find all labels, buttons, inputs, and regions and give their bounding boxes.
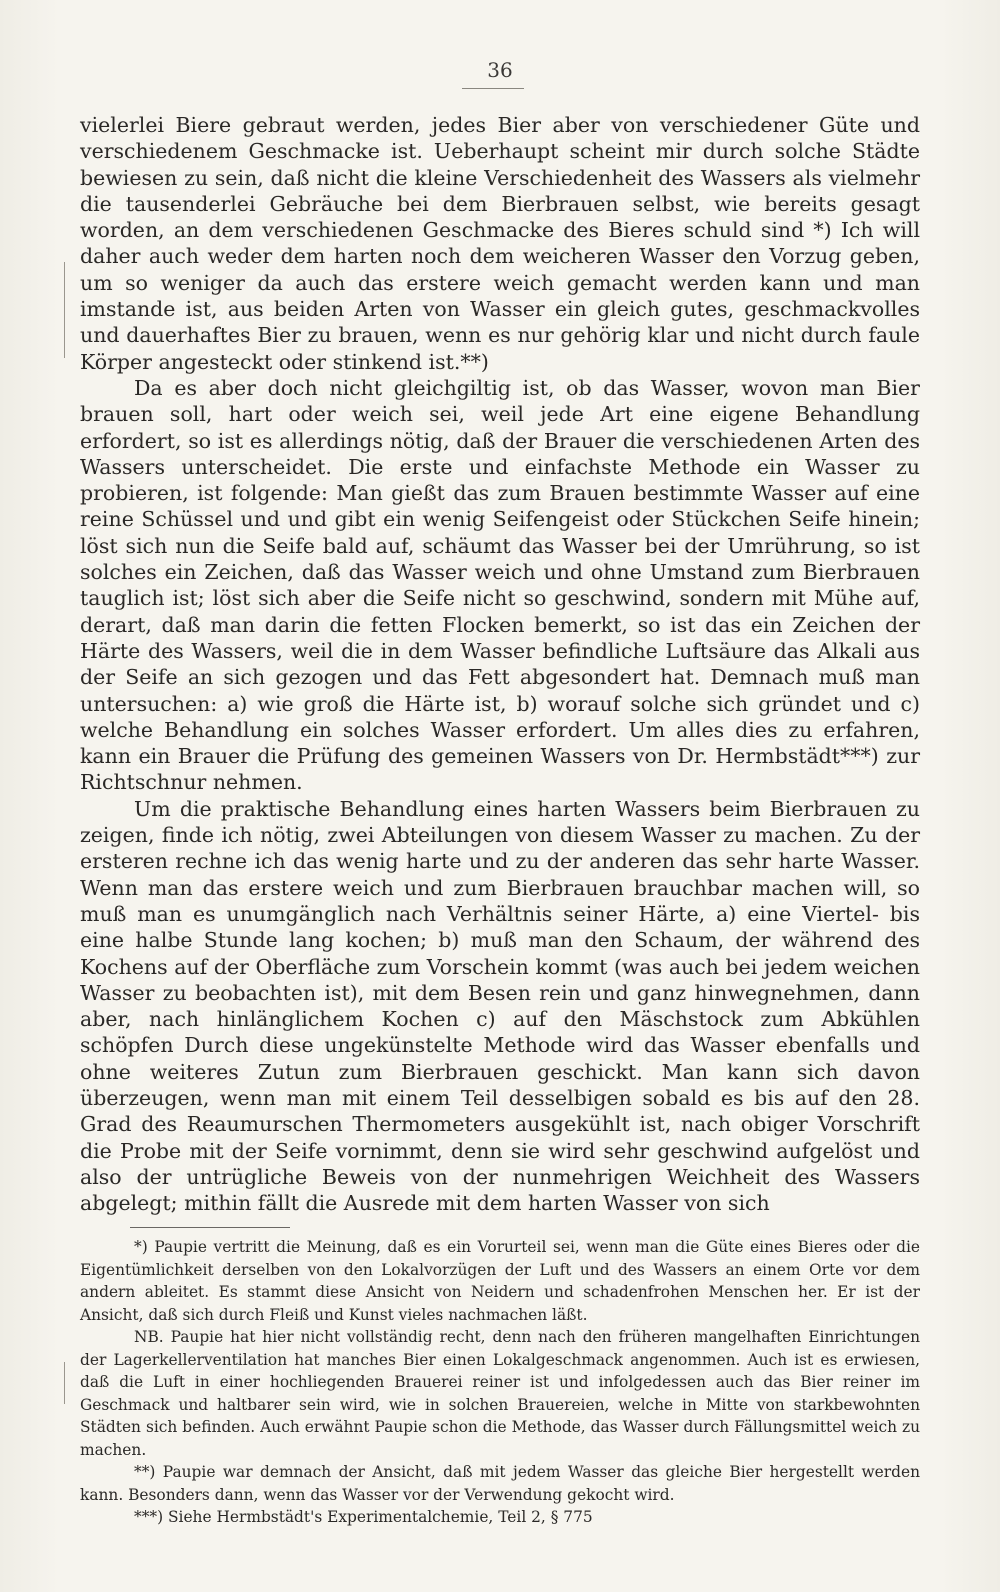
page-number: 36 <box>487 58 513 82</box>
body-paragraph: Da es aber doch nicht gleichgiltig ist, ob das Wasser, wovon man Bier brauen soll, hart oder weich sei, weil jede Art eine eigene Behandlung erfordert, so ist es allerdings nötig, daß der Brauer die verschiedenen Arten des Wassers unterscheidet. Die erste und einfachste Methode ein Wasser zu probieren, ist folgende: Man gießt das zum Brauen bestimmte Wasser auf eine reine Schüssel und und gibt ein wenig Seifengeist oder Stückchen Seife hinein; löst sich nun die Seife bald auf, schäumt das Wasser bei der Umrührung, so ist solches ein Zeichen, daß das Wasser weich und ohne Umstand zum Bierbrauen tauglich ist; löst sich aber die Seife nicht so geschwind, sondern mit Mühe auf, derart, daß man darin die fetten Flocken bemerkt, so ist das ein Zeichen der Härte des Wassers, weil die in dem Wasser befindliche Luftsäure das Alkali aus der Seife an sich gezogen und das Fett abgesondert hat. Demnach muß man untersuchen: a) wie groß die Härte ist, b) worauf solche sich gründet und c) welche Behandlung ein solches Wasser erfordert. Um alles dies zu erfahren, kann ein Brauer die Prüfung des gemeinen Wassers von Dr. Hermbstädt***) zur Richtschnur nehmen. <box>80 375 920 795</box>
footnote-separator <box>130 1227 290 1228</box>
main-text <box>80 112 920 1216</box>
body-paragraph: vielerlei Biere gebraut werden, jedes Bier aber von verschiedener Güte und verschiedenem Geschmacke ist. Ueberhaupt scheint mir durch solche Städte bewiesen zu sein, daß nicht die kleine Verschiedenheit des Wassers als vielmehr die tausenderlei Gebräuche bei dem Bierbrauen selbst, wie bereits gesagt worden, an dem verschiedenen Geschmacke des Bieres schuld sind *) Ich will daher auch weder dem harten noch dem weicheren Wasser den Vorzug geben, um so weniger da auch das erstere weich gemacht werden kann und man imstande ist, aus beiden Arten von Wasser ein gleich gutes, geschmackvolles und dauerhaftes Bier zu brauen, wenn es nur gehörig klar und nicht durch faule Körper angesteckt oder stinkend ist.**) <box>80 113 920 374</box>
margin-mark <box>64 1362 65 1404</box>
footnote: **) Paupie war demnach der Ansicht, daß mit jedem Wasser das gleiche Bier hergestellt werden kann. Besonders dann, wenn das Wasser vor der Verwendung gekocht wird. <box>80 1463 920 1504</box>
footnote: ***) Siehe Hermbstädt's Experimentalchemie, Teil 2, § 775 <box>134 1508 593 1526</box>
footnote: *) Paupie vertritt die Meinung, daß es ein Vorurteil sei, wenn man die Güte eines Bieres oder die Eigentümlichkeit derselben von den Lokalvorzügen der Luft und des Wassers an einem Orte vor dem andern ableitet. Es stammt diese Ansicht von Neidern und schadenfrohen Menschen her. Er ist der Ansicht, daß sich durch Fleiß und Kunst vieles nachmachen läßt. <box>80 1238 920 1324</box>
footnotes <box>80 1236 920 1529</box>
footnote: NB. Paupie hat hier nicht vollständig recht, denn nach den früheren mangelhaften Einrichtungen der Lagerkellerventilation hat manches Bier einen Lokalgeschmack angenommen. Auch ist es erwiesen, daß die Luft in einer hochliegenden Brauerei reiner ist und infolgedessen auch das Bier reiner im Geschmack und haltbarer sein wird, wie in solchen Brauereien, welche in Mitte von starkbewohnten Städten sich befinden. Auch erwähnt Paupie schon die Methode, das Wasser durch Fällungsmittel weich zu machen. <box>80 1328 920 1459</box>
body-paragraph: Um die praktische Behandlung eines harten Wassers beim Bierbrauen zu zeigen, finde ich nötig, zwei Abteilungen von diesem Wasser zu machen. Zu der ersteren rechne ich das wenig harte und zu der anderen das sehr harte Wasser. Wenn man das erstere weich und zum Bierbrauen brauchbar machen will, so muß man es unumgänglich nach Verhältnis seiner Härte, a) eine Viertel- bis eine halbe Stunde lang kochen; b) muß man den Schaum, der während des Kochens auf der Oberfläche zum Vorschein kommt (was auch bei jedem weichen Wasser zu beobachten ist), mit dem Besen rein und ganz hinwegnehmen, dann aber, nach hinlänglichem Kochen c) auf den Mäschstock zum Abkühlen schöpfen Durch diese ungekünstelte Methode wird das Wasser ebenfalls und ohne weiteres Zutun zum Bierbrauen geschickt. Man kann sich davon überzeugen, wenn man mit einem Teil desselbigen sobald es bis auf den 28. Grad des Reaumurschen Thermometers ausgekühlt ist, nach obiger Vorschrift die Probe mit der Seife vornimmt, denn sie wird sehr geschwind aufgelöst und also der untrügliche Beweis von der nunmehrigen Weichheit des Wassers abgelegt; mithin fällt die Ausrede mit dem harten Wasser von sich <box>80 796 920 1216</box>
margin-mark <box>64 262 65 358</box>
page-number-rule <box>462 88 524 89</box>
